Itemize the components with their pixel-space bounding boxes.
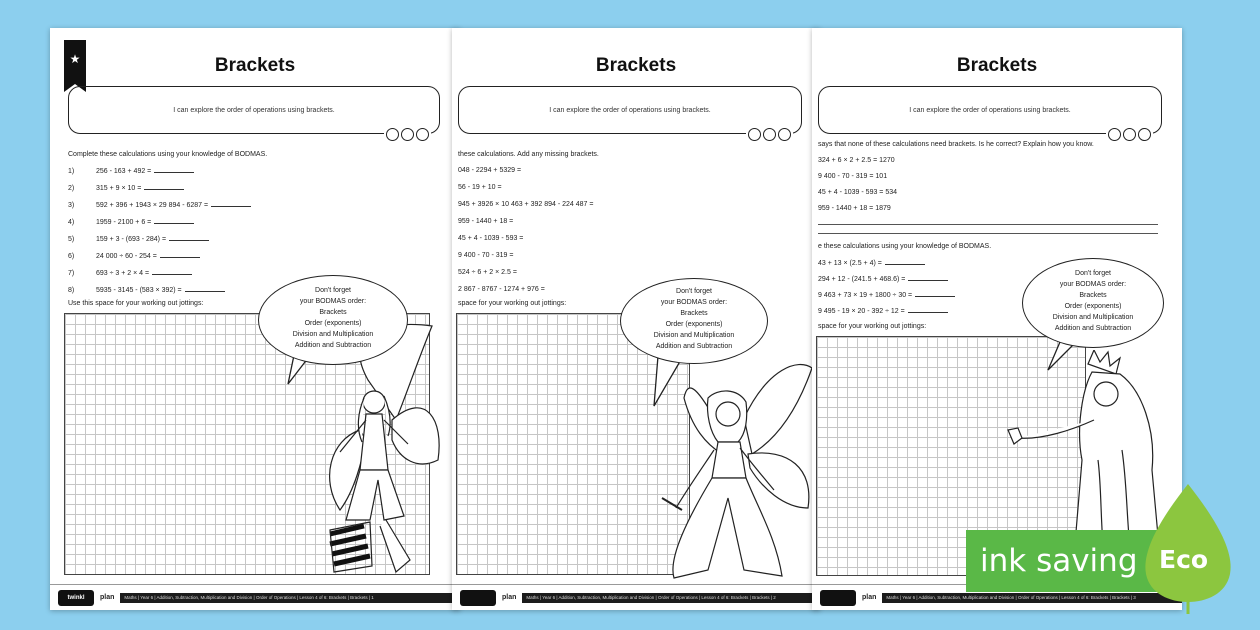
question-row (68, 184, 184, 192)
footer-info-strip: Maths | Year 6 | Addition, Subtraction, Multiplication and Division | Order of Operations | Lesson 4 of 6: Brackets | Brackets | 3 (882, 593, 1182, 603)
bubble-line: Addition and Subtraction (294, 342, 372, 349)
question-expression: 9 400 - 70 - 319 = (458, 252, 514, 259)
answer-line (169, 235, 209, 241)
progress-dots (1106, 128, 1153, 141)
question-row (68, 252, 200, 260)
worksheet-page-1 (50, 28, 460, 610)
progress-dots (746, 128, 793, 141)
question-number: 3) (68, 202, 75, 209)
bubble-line: Order (exponents) (665, 321, 723, 328)
plan-logo: plan (502, 594, 517, 601)
answer-line (185, 286, 225, 292)
twinkl-logo (820, 590, 856, 606)
instruction-text: e these calculations using your knowledge of BODMAS. (818, 243, 992, 250)
bubble-line: your BODMAS order: (660, 299, 728, 306)
bubble-line: your BODMAS order: (1059, 281, 1127, 288)
sheet-title: Brackets (214, 55, 296, 76)
bubble-line: Brackets (1079, 292, 1107, 299)
dot-icon (1123, 128, 1136, 141)
question-number: 1) (68, 168, 75, 175)
plan-logo: plan (100, 594, 115, 601)
question-expression: 9 495 - 19 × 20 - 392 ÷ 12 = (818, 308, 905, 315)
footer-info-strip: Maths | Year 6 | Addition, Subtraction, Multiplication and Division | Order of Operations | Lesson 4 of 6: Brackets | Brackets | 1 (120, 593, 460, 603)
question-expression: 56 - 19 + 10 = (458, 184, 502, 191)
question-row (458, 201, 593, 208)
dot-icon (778, 128, 791, 141)
learning-objective: I can explore the order of operations using brackets. (549, 107, 711, 114)
jottings-label: space for your working out jottings: (818, 323, 927, 330)
question-number: 7) (68, 270, 75, 277)
bodmas-speech-bubble (1022, 258, 1164, 348)
bubble-line: Don't forget (315, 287, 351, 294)
question-number: 6) (68, 253, 75, 260)
question-expression: 5935 - 3145 - (583 × 392) = (96, 287, 182, 294)
question-expression: 2 867 - 8767 - 1274 + 976 = (458, 286, 545, 293)
question-expression: 592 + 396 + 1943 × 29 894 - 6287 = (96, 202, 209, 209)
question-row (818, 291, 955, 299)
question-number: 4) (68, 219, 75, 226)
bubble-line: Don't forget (1075, 270, 1111, 277)
bubble-line: Division and Multiplication (653, 332, 735, 339)
question-number: 2) (68, 185, 75, 192)
answer-line (144, 184, 184, 190)
question-row (458, 184, 502, 191)
jottings-label: Use this space for your working out jottings: (68, 300, 204, 307)
sheet-title: Brackets (956, 55, 1038, 76)
bubble-line: Brackets (680, 310, 708, 317)
dot-icon (401, 128, 414, 141)
page-footer (452, 584, 820, 610)
question-expression: 524 ÷ 6 + 2 × 2.5 = (458, 269, 517, 276)
bubble-line: Addition and Subtraction (1054, 325, 1132, 332)
question-expression: 693 ÷ 3 + 2 × 4 = (96, 270, 150, 277)
instruction-text: Complete these calculations using your knowledge of BODMAS. (68, 151, 268, 158)
question-row (818, 307, 948, 315)
question-row (818, 173, 887, 180)
dot-icon (763, 128, 776, 141)
question-expression: 048 - 2294 + 5329 = (458, 167, 522, 174)
answer-line (211, 201, 251, 207)
question-row (68, 167, 194, 175)
bubble-line: Division and Multiplication (292, 331, 374, 338)
worksheet-page-3 (812, 28, 1182, 610)
learning-objective: I can explore the order of operations using brackets. (173, 107, 335, 114)
learning-objective: I can explore the order of operations using brackets. (909, 107, 1071, 114)
answer-line (818, 224, 1158, 225)
question-number: 8) (68, 287, 75, 294)
dot-icon (748, 128, 761, 141)
question-expression: 945 + 3926 × 10 463 + 392 894 - 224 487 = (458, 201, 594, 208)
question-expression: 1959 - 2100 + 6 = (96, 219, 152, 226)
question-row (458, 167, 521, 174)
question-row (68, 235, 209, 243)
question-number: 5) (68, 236, 75, 243)
question-expression: 256 - 163 + 492 = (96, 168, 152, 175)
question-expression: 959 - 1440 + 18 = 1879 (818, 205, 891, 212)
bubble-line: Order (exponents) (304, 320, 362, 327)
bodmas-speech-bubble (258, 275, 408, 365)
answer-line (915, 291, 955, 297)
question-row (68, 201, 251, 209)
question-row (458, 269, 517, 276)
question-row (458, 252, 513, 259)
plan-logo: plan (862, 594, 877, 601)
jottings-label: space for your working out jottings: (458, 300, 567, 307)
answer-line (160, 252, 200, 258)
instruction-text: these calculations. Add any missing brackets. (458, 151, 599, 158)
worksheet-page-2 (452, 28, 820, 610)
twinkl-logo (460, 590, 496, 606)
instruction-text: says that none of these calculations need brackets. Is he correct? Explain how you know. (818, 141, 1094, 148)
dot-icon (386, 128, 399, 141)
twinkl-logo: twinkl (58, 590, 94, 606)
answer-line (885, 259, 925, 265)
question-row (68, 218, 194, 226)
question-row (818, 205, 891, 212)
learning-objective-box (68, 86, 440, 134)
question-row (818, 157, 895, 164)
dot-icon (416, 128, 429, 141)
answer-line (154, 167, 194, 173)
dot-icon (1138, 128, 1151, 141)
learning-objective-box (818, 86, 1162, 134)
bubble-line: Brackets (319, 309, 347, 316)
answer-line (908, 307, 948, 313)
learning-objective-box (458, 86, 802, 134)
question-expression: 9 463 + 73 × 19 + 1800 ÷ 30 = (818, 292, 913, 299)
question-row (458, 286, 545, 293)
progress-dots (384, 128, 431, 141)
bubble-line: Addition and Subtraction (655, 343, 733, 350)
answer-line (908, 275, 948, 281)
question-row (818, 275, 948, 283)
question-row (818, 259, 925, 267)
star-icon: ★ (69, 52, 81, 66)
answer-line (818, 233, 1158, 234)
question-expression: 315 + 9 × 10 = (96, 185, 142, 192)
bodmas-speech-bubble (620, 278, 768, 364)
question-row (68, 286, 225, 294)
question-expression: 24 000 ÷ 60 - 254 = (96, 253, 157, 260)
footer-info-strip: Maths | Year 6 | Addition, Subtraction, Multiplication and Division | Order of Operations | Lesson 4 of 6: Brackets | Brackets | 2 (522, 593, 820, 603)
question-row (68, 269, 192, 277)
question-expression: 959 - 1440 + 18 = (458, 218, 514, 225)
ink-saving-label: ink saving (980, 543, 1138, 579)
bubble-line: Division and Multiplication (1052, 314, 1134, 321)
question-expression: 45 + 4 - 1039 - 593 = (458, 235, 524, 242)
speech-bubble-tail (648, 356, 688, 408)
eco-label: Eco (1159, 545, 1209, 574)
question-expression: 324 + 6 × 2 + 2.5 = 1270 (818, 157, 895, 164)
answer-line (152, 269, 192, 275)
sheet-title: Brackets (595, 55, 677, 76)
question-expression: 159 + 3 - (693 - 284) = (96, 236, 167, 243)
dot-icon (1108, 128, 1121, 141)
page-footer (50, 584, 460, 610)
question-row (458, 235, 523, 242)
question-row (458, 218, 513, 225)
bubble-line: Order (exponents) (1064, 303, 1122, 310)
answer-line (154, 218, 194, 224)
bubble-line: your BODMAS order: (299, 298, 367, 305)
question-row (818, 189, 897, 196)
question-expression: 43 + 13 × (2.5 + 4) = (818, 260, 882, 267)
question-expression: 45 + 4 - 1039 - 593 = 534 (818, 189, 898, 196)
bubble-line: Don't forget (676, 288, 712, 295)
question-expression: 294 + 12 - (241.5 + 468.6) = (818, 276, 906, 283)
question-expression: 9 400 - 70 - 319 = 101 (818, 173, 888, 180)
